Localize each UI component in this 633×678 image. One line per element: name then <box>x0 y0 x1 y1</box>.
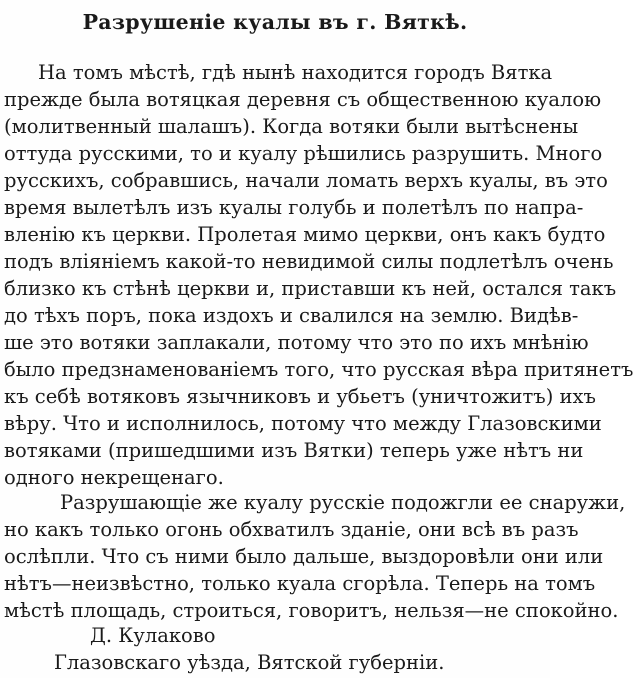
paragraph2-line-3: ослѣпли. Что съ ними было дальше, выздоровѣли они или <box>4 545 604 568</box>
paragraph1-line-10: до тѣхъ поръ, пока издохъ и свалился на землю. Видѣв- <box>4 304 579 327</box>
paragraph1-line-2: прежде была вотяцкая деревня съ общественною куалою <box>4 88 602 111</box>
paragraph1-line-6: время вылетѣлъ изъ куалы голубь и полетѣлъ по напра- <box>4 196 584 219</box>
paragraph2-line-2: но какъ только огонь обхватилъ зданіе, они всѣ въ разъ <box>4 518 579 541</box>
signature-district: Глазовскаго уѣзда, Вятской губерніи. <box>54 651 445 674</box>
paragraph1-line-1: На томъ мѣстѣ, гдѣ нынѣ находится городъ Вятка <box>38 61 553 84</box>
signature-village: Д. Кулаково <box>90 624 216 647</box>
paragraph2-line-4: нѣтъ—неизвѣстно, только куала сгорѣла. Теперь на томъ <box>4 572 596 595</box>
paragraph1-line-12: было предзнаменованіемъ того, что русская вѣра притянетъ <box>4 358 633 381</box>
paragraph1-line-3: (молитвенный шалашъ). Когда вотяки были вытѣснены <box>4 115 579 138</box>
paragraph1-line-14: вѣру. Что и исполнилось, потому что между Глазовскими <box>4 412 602 435</box>
paragraph1-line-13: къ себѣ вотяковъ язычниковъ и убьетъ (уничтожитъ) ихъ <box>4 385 596 408</box>
paragraph1-line-11: ше это вотяки заплакали, потому что это по ихъ мнѣнію <box>4 331 589 354</box>
paragraph1-line-4: оттуда русскими, то и куалу рѣшились разрушить. Много <box>4 142 603 165</box>
paragraph1-line-16: одного некрещенаго. <box>4 466 224 489</box>
paragraph1-line-15: вотяками (пришедшими изъ Вятки) теперь уже нѣтъ ни <box>4 439 584 462</box>
article-title: Разрушеніе куалы въ г. Вяткѣ. <box>82 10 468 34</box>
paragraph1-line-9: близко къ стѣнѣ церкви и, приставши къ ней, остался такъ <box>4 277 617 300</box>
paragraph1-line-7: вленію къ церкви. Пролетая мимо церкви, онъ какъ будто <box>4 223 606 246</box>
paragraph2-line-5: мѣстѣ площадь, строиться, говоритъ, нельзя—не спокойно. <box>4 599 619 622</box>
paragraph1-line-8: подъ вліяніемъ какой-то невидимой силы подлетѣлъ очень <box>4 250 614 273</box>
paragraph1-line-5: русскихъ, собравшись, начали ломать верхъ куалы, въ это <box>4 169 608 192</box>
paragraph2-line-1: Разрушающіе же куалу русскіе подожгли ее снаружи, <box>60 491 626 514</box>
